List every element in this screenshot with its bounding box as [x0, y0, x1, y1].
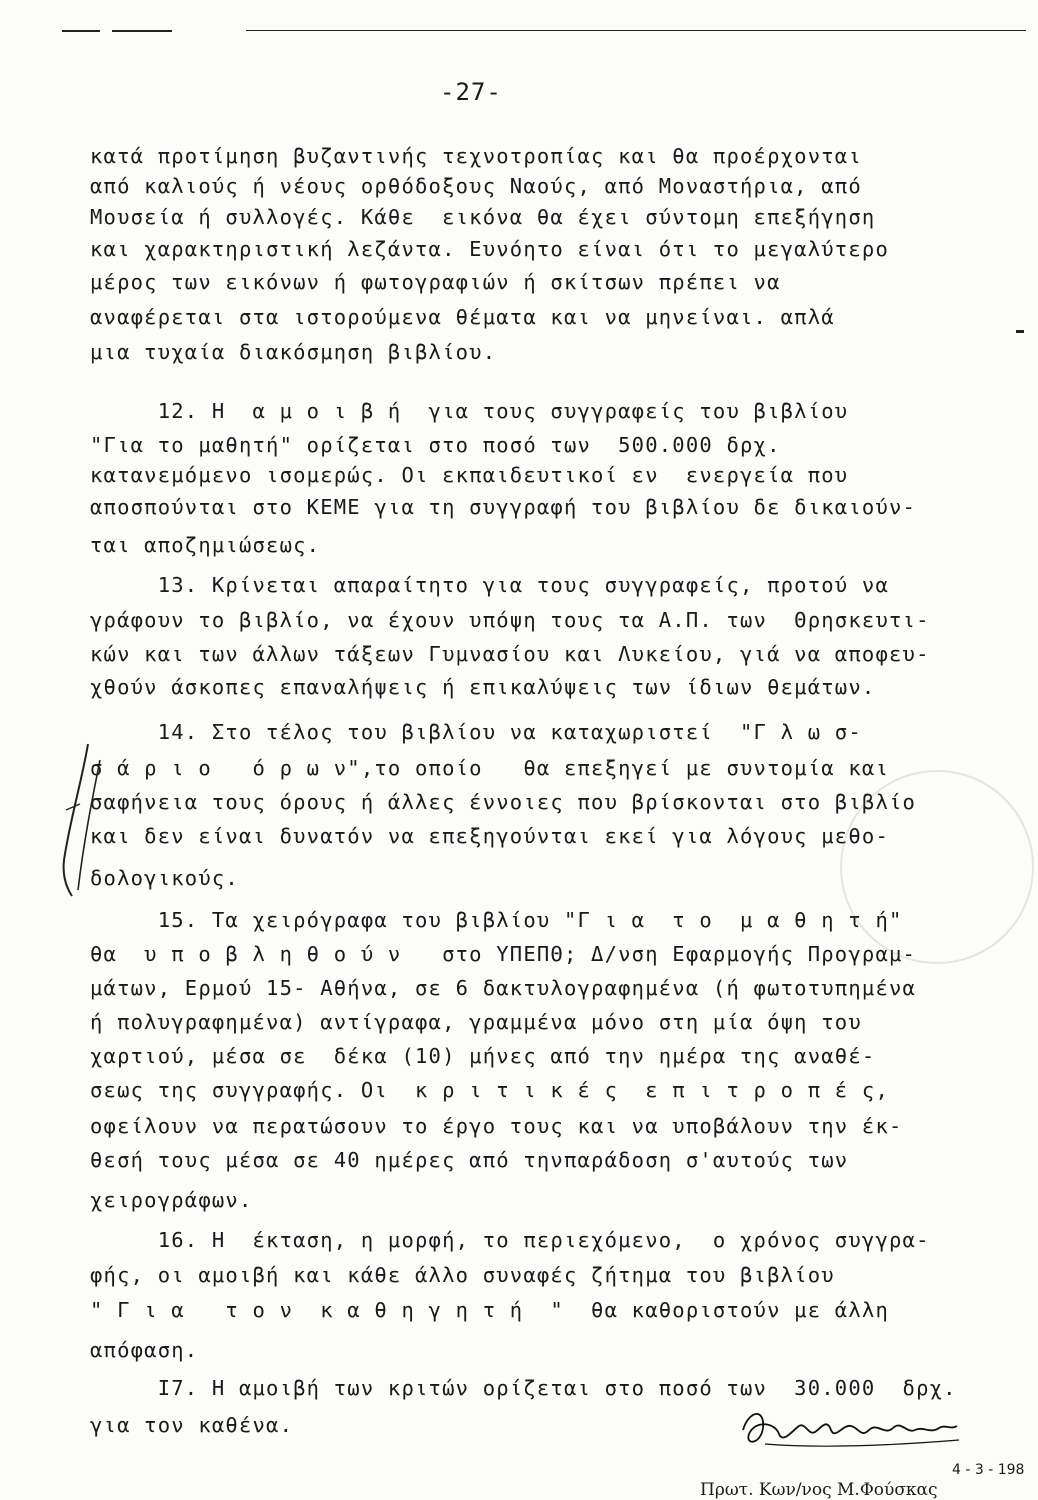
- text-line: " Γ ι α τ ο ν κ α θ η γ η τ ή " θα καθοριστούν με άλλη: [90, 1298, 889, 1322]
- text-line: από καλιούς ή νέους ορθόδοξους Ναούς, από Μοναστήρια, από: [90, 174, 862, 198]
- signer-name: Πρωτ. Κων/νος Μ.Φούσκας: [700, 1480, 938, 1500]
- text-line: και δεν είναι δυνατόν να επεξηγούνται εκεί για λόγους μεθο-: [90, 824, 889, 848]
- text-line: ται αποζημιώσεως.: [90, 533, 321, 557]
- signature-date: 4 - 3 - 198: [952, 1462, 1025, 1478]
- faded-stamp: [840, 770, 1034, 964]
- top-rule: [246, 30, 1026, 31]
- text-line: μια τυχαία διακόσμηση βιβλίου.: [90, 340, 497, 364]
- text-line: 15. Τα χειρόγραφα του βιβλίου "Γ ι α τ ο μ α θ η τ ή": [90, 908, 903, 932]
- text-line: κατά προτίμηση βυζαντινής τεχνοτροπίας και θα προέρχονται: [90, 144, 862, 168]
- text-line: 12. Η α μ ο ι β ή για τους συγγραφείς του βιβλίου: [90, 399, 849, 423]
- text-line: μάτων, Ερμού 15- Αθήνα, σε 6 δακτυλογραφημένα (ή φωτοτυπημένα: [90, 976, 917, 1000]
- text-line: κών και των άλλων τάξεων Γυμνασίου και Λυκείου, γιά να αποφευ-: [90, 642, 930, 666]
- text-line: 13. Κρίνεται απαραίτητο για τους συγγραφείς, προτού να: [90, 573, 889, 597]
- top-rule: [62, 30, 100, 32]
- margin-mark-icon: [48, 740, 108, 900]
- text-line: "Για το μαθητή" ορίζεται στο ποσό των 500.000 δρχ.: [90, 433, 781, 457]
- text-line: χειρογράφων.: [90, 1188, 253, 1212]
- text-line: μέρος των εικόνων ή φωτογραφιών ή σκίτσων πρέπει να: [90, 270, 781, 294]
- signature-icon: [735, 1400, 965, 1460]
- text-line: ή πολυγραφημένα) αντίγραφα, γραμμένα μόνο στη μία όψη του: [90, 1010, 862, 1034]
- text-line: αναφέρεται στα ιστορούμενα θέματα και να μηνείναι. απλά: [90, 305, 835, 329]
- text-line: για τον καθένα.: [90, 1413, 294, 1437]
- text-line: σαφήνεια τους όρους ή άλλες έννοιες που βρίσκονται στο βιβλίο: [90, 790, 917, 814]
- text-line: δολογικούς.: [90, 866, 239, 890]
- text-line: απόφαση.: [90, 1338, 199, 1362]
- text-line: θεσή τους μέσα σε 40 ημέρες από τηνπαράδοση σ'αυτούς των: [90, 1148, 849, 1172]
- text-line: Μουσεία ή συλλογές. Κάθε εικόνα θα έχει σύντομη επεξήγηση: [90, 205, 876, 229]
- text-line: κατανεμόμενο ισομερώς. Οι εκπαιδευτικοί εν ενεργεία που: [90, 463, 849, 487]
- top-rule: [112, 30, 172, 32]
- text-line: οφείλουν να περατώσουν το έργο τους και να υποβάλουν την έκ-: [90, 1114, 903, 1138]
- text-line: αποσπούνται στο ΚΕΜΕ για τη συγγραφή του βιβλίου δε δικαιούν-: [90, 495, 917, 519]
- text-line: φής, οι αμοιβή και κάθε άλλο συναφές ζήτημα του βιβλίου: [90, 1263, 835, 1287]
- text-line: Ι7. Η αμοιβή των κριτών ορίζεται στο ποσό των 30.000 δρχ.: [90, 1376, 957, 1400]
- text-line: χθούν άσκοπες επαναλήψεις ή επικαλύψεις των ίδιων θεμάτων.: [90, 675, 876, 699]
- text-line: 16. Η έκταση, η μορφή, το περιεχόμενο, ο χρόνος συγγρα-: [90, 1228, 930, 1252]
- text-line: και χαρακτηριστική λεζάντα. Ευνόητο είναι ότι το μεγαλύτερο: [90, 237, 889, 261]
- text-line: 14. Στο τέλος του βιβλίου να καταχωριστεί "Γ λ ω σ-: [90, 720, 862, 744]
- text-line: σεως της συγγραφής. Οι κ ρ ι τ ι κ έ ς ε π ι τ ρ ο π έ ς,: [90, 1078, 889, 1102]
- text-line: χαρτιού, μέσα σε δέκα (10) μήνες από την ημέρα της αναθέ-: [90, 1044, 876, 1068]
- margin-dash: [1016, 330, 1024, 333]
- text-line: γράφουν το βιβλίο, να έχουν υπόψη τους τα Α.Π. των Θρησκευτι-: [90, 608, 930, 632]
- text-line: θα υ π ο β λ η θ ο ύ ν στο ΥΠΕΠΘ; Δ/νση Εφαρμογής Προγραμ-: [90, 942, 917, 966]
- text-line: σ ά ρ ι ο ό ρ ω ν",το οποίο θα επεξηγεί με συντομία και: [90, 756, 889, 780]
- page-number: -27-: [440, 78, 502, 106]
